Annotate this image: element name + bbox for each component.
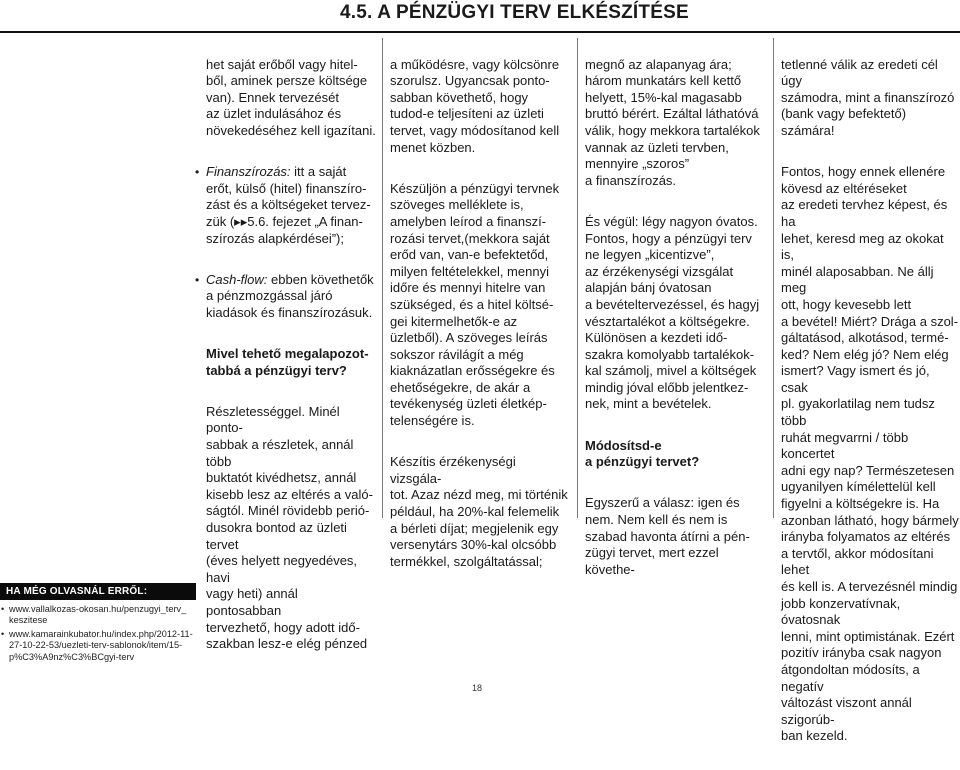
paragraph: Készüljön a pénzügyi tervnek szöveges melléklete is, amelyben leírod a finanszí- rozási tervet,(mekkora saját erőd van, van-e befektetőd, milyen feltételekkel, mennyi időre és mennyi hitelre van szükséged, és a hitel költsé- gei kitermelhetők-e az üzletből). A szöveges leírás sokszor rávilágít a még kiaknázatlan erősségekre és ehetőségekre, de akár a tevékenység üzleti életkép- telenségére is. (390, 180, 560, 429)
paragraph: És végül: légy nagyon óvatos. Fontos, hogy a pénzügyi terv ne legyen „kicentizve”, az érzékenységi vizsgálat alapján bánj óvatosan a bevételtervezéssel, és hagyj vésztartalékot a költségekre. Különösen a kezdeti idő- szakra komolyabb tartalékok- kal számolj, mivel a költségek mindig jóval előbb jelentkez- nek, mint a bevételek. (585, 213, 760, 412)
paragraph: tetlenné válik az eredeti cél úgy számodra, mint a finanszírozó (bank vagy befektető) számára! (781, 56, 955, 138)
text-column-1 (195, 40, 376, 677)
bullet-text: ebben követhetők a pénzmozgással járó kiadások és finanszírozásuk. (206, 271, 374, 320)
paragraph: megnő az alapanyag ára; három munkatárs kell kettő helyett, 15%-kal magasabb bruttó bérért. Ezáltal láthatóvá válik, hogy mekkora tartalékok vannak az üzleti tervben, mennyire „szoros” a finanszírozás. (585, 56, 760, 188)
bullet-icon: • (195, 165, 200, 180)
section-heading: Módosítsd-e a pénzügyi tervet? (585, 437, 700, 470)
further-reading-link[interactable] (0, 629, 196, 663)
header-rule (0, 31, 960, 33)
column-divider (773, 38, 774, 518)
arrow-right-icon: ▸▸ (234, 213, 248, 229)
bullet-item-cashflow (195, 271, 376, 322)
link-text[interactable]: www.vallalkozas-okosan.hu/penzugyi_terv_ keszitese (9, 604, 187, 626)
paragraph: Egyszerű a válasz: igen és nem. Nem kell és nem is szabad havonta átírni a pén- zügyi tervet, mert ezzel követhe- (585, 495, 750, 577)
bullet-icon: • (1, 604, 5, 614)
column-divider (382, 38, 383, 518)
chapter-reference-link[interactable]: 5.6. fejezet „A finan- szírozás alapkérdései”); (206, 213, 363, 246)
further-reading-link[interactable] (0, 604, 196, 627)
paragraph: Készítis érzékenységi vizsgála- tot. Azaz nézd meg, mi történik például, ha 20%-kal felemelik a bérleti díjat; megjelenik egy versenytárs 30%-kal olcsóbb termékkel, szolgáltatással; (390, 454, 568, 569)
bullet-icon: • (195, 272, 200, 287)
text-column-3 (585, 40, 763, 603)
paragraph: Fontos, hogy ennek ellenére kövesd az eltéréseket az eredeti tervhez képest, és ha lehet, keresd meg az okokat is, minél alaposabban. Ne állj meg ott, hogy kevesebb lett a bevétel! Miért? Drága a szol- gáltatásod, alkotásod, termé- ked? Nem elég jó? Nem elég ismert? Vagy ismert és jó, csak pl. gyakorlatilag nem tudsz több ruhát megvarrni / több koncertet adni egy nap? Természetesen ugyanilyen kímélettelül kell figyelni a költségekre is. Ha azonban látható, hogy bármely irányba folyamatos az eltérés a tervtől, akkor módosítani lehet és kell is. A tervezésnél mindig jobb konzervatívnak, óvatosnak lenni, mint optimistának. Ezért pozitív irányba csak nagyon átgondoltan módosíts, a negatív változást viszont annál szigorúb- ban kezeld. (781, 164, 959, 744)
bullet-text: itt a saját erőt, külső (hitel) finanszíro- zást és a költségeket tervez- zük ( (206, 164, 371, 229)
paragraph: het saját erőből vagy hitel- ből, aminek persze költsége van). Ennek tervezését az üzlet indulásához és növekedéséhez kell igazítani. (206, 56, 376, 138)
text-column-4 (781, 40, 959, 770)
paragraph: Részletességgel. Minél ponto- sabbak a részletek, annál több buktatót kivédhetsz, annál kisebb lesz az eltérés a való- ságtól. Minél rövidebb perió- dusokra bontod az üzleti tervet (éves helyett negyedéves, havi vagy heti) annál pontosabban tervezhető, hogy adott idő- szakban lesz-e elég pénzed (206, 403, 373, 652)
further-reading-list (0, 604, 196, 665)
paragraph: a működésre, vagy kölcsönre szorulsz. Ugyancsak ponto- sabban követhető, hogy tudod-e teljesíteni az üzleti tervet, vagy módosítanod kell menet közben. (390, 56, 560, 155)
bullet-label: Cash-flow: (206, 271, 268, 287)
further-reading-label: HA MÉG OLVASNÁL ERRŐL: (0, 583, 196, 600)
bullet-label: Finanszírozás: (206, 164, 291, 180)
page-number: 18 (472, 683, 483, 693)
bullet-item-financing (195, 164, 376, 247)
section-heading: Mivel tehető megalapozot- tabbá a pénzügyi terv? (206, 346, 369, 378)
bullet-icon: • (1, 628, 5, 639)
page-title: 4.5. A PÉNZÜGYI TERV ELKÉSZÍTÉSE (340, 2, 689, 23)
column-divider (577, 38, 578, 518)
link-text[interactable]: www.kamarainkubator.hu/index.php/2012-11- 27-10-22-53/uezleti-terv-sablonok/item/15- p%C3%A9nz%C3%BCgyi-terv (9, 628, 193, 662)
text-column-2 (390, 40, 568, 595)
